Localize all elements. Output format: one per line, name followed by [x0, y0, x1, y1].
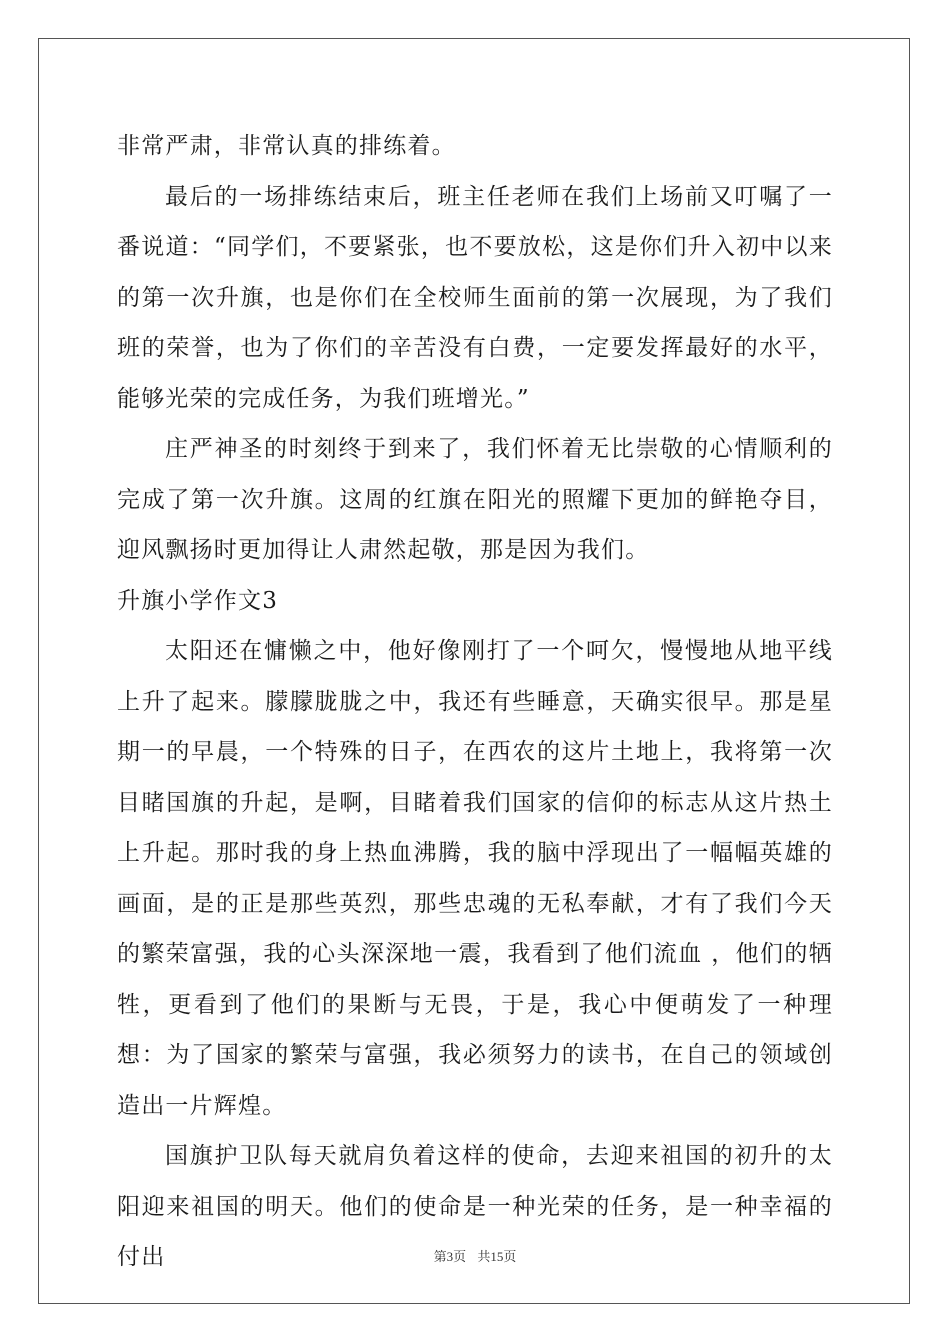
paragraph-3: 庄严神圣的时刻终于到来了，我们怀着无比崇敬的心情顺利的完成了第一次升旗。这周的红旗在阳光的照耀下更加的鲜艳夺目，迎风飘扬时更加得让人肃然起敬，那是因为我们。 — [117, 436, 833, 563]
page-number: 第3页 — [433, 1249, 467, 1264]
document-body — [117, 121, 833, 1283]
page-footer — [0, 1246, 950, 1265]
page-total: 共15页 — [477, 1249, 517, 1264]
paragraph-4: 太阳还在慵懒之中，他好像刚打了一个呵欠，慢慢地从地平线上升了起来。朦朦胧胧之中，我还有些睡意，天确实很早。那是星期一的早晨，一个特殊的日子，在西农的这片土地上，我将第一次目睹国旗的升起，是啊，目睹着我们国家的信仰的标志从这片热土上升起。那时我的身上热血沸腾，我的脑中浮现出了一幅幅英雄的画面，是的正是那些英烈，那些忠魂的无私奉献，才有了我们今天的繁荣富强，我的心头深深地一震，我看到了他们流血 ，他们的牺牲，更看到了他们的果断与无畏，于是，我心中便萌发了一种理想：为了国家的繁荣与富强，我必须努力的读书，在自己的领域创造出一片辉煌。 — [117, 638, 833, 1119]
section-heading: 升旗小学作文3 — [117, 587, 279, 614]
paragraph-5: 国旗护卫队每天就肩负着这样的使命，去迎来祖国的初升的太阳迎来祖国的明天。他们的使命是一种光荣的任务，是一种幸福的付出 — [117, 1143, 833, 1270]
paragraph-2: 最后的一场排练结束后，班主任老师在我们上场前又叮嘱了一番说道：“同学们，不要紧张，也不要放松，这是你们升入初中以来的第一次升旗，也是你们在全校师生面前的第一次展现，为了我们班的荣誉，也为了你们的辛苦没有白费，一定要发挥最好的水平，能够光荣的完成任务，为我们班增光。” — [117, 183, 833, 412]
paragraph-1: 非常严肃，非常认真的排练着。 — [117, 133, 456, 159]
